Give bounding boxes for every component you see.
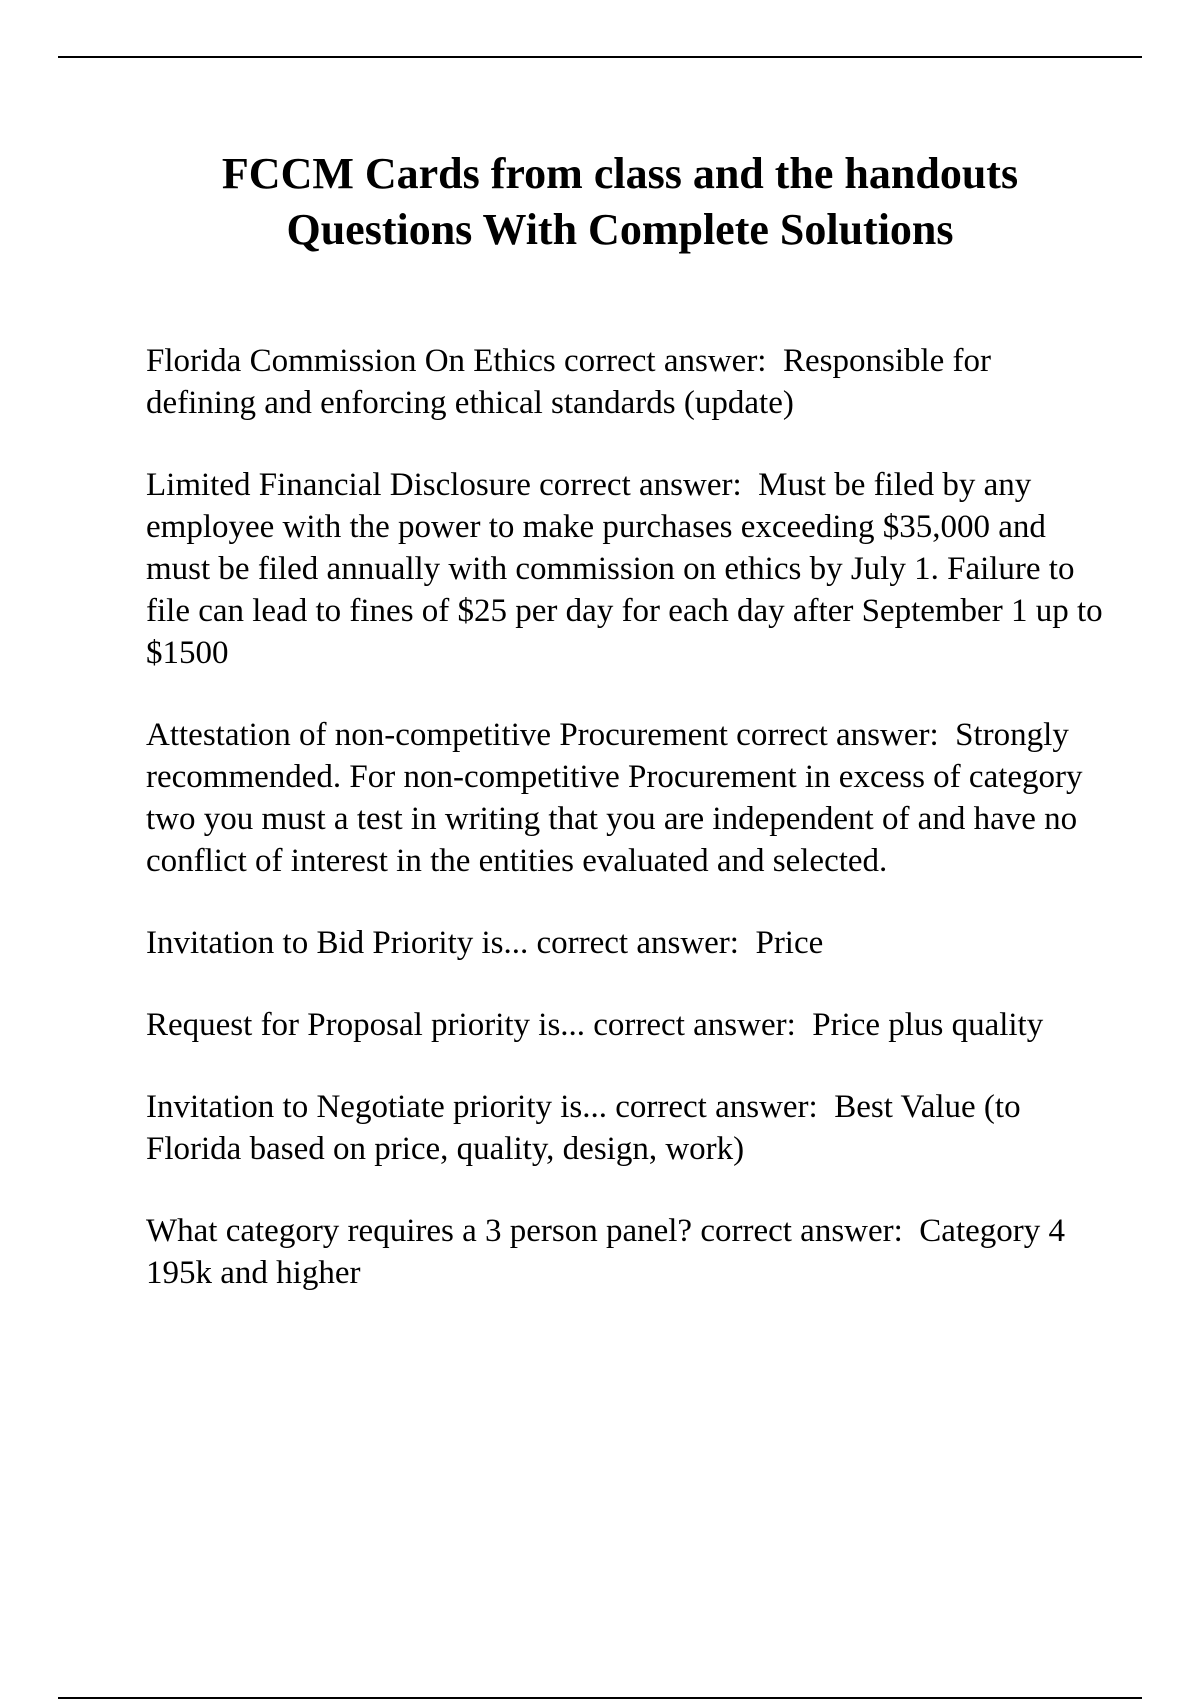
qa-item-itb-priority: Invitation to Bid Priority is... correct answer: Price [146, 925, 824, 961]
page-title [80, 146, 1160, 258]
title-line-2: Questions With Complete Solutions [286, 205, 954, 254]
bottom-rule [58, 1697, 1142, 1699]
qa-item-limited-financial-disclosure: Limited Financial Disclosure correct answer: Must be filed by any employee with the power to make purchases exceeding $35,000 and must be filed annually with commission on ethics by July 1. Failure to file can lead to fines of $25 per day for each day after September 1 up to $1500 [146, 467, 1111, 671]
top-rule [58, 56, 1142, 58]
qa-item-commission-on-ethics: Florida Commission On Ethics correct answer: Responsible for defining and enforcing ethical standards (update) [146, 343, 1000, 421]
qa-list [146, 340, 1111, 1334]
qa-item-attestation: Attestation of non-competitive Procurement correct answer: Strongly recommended. For non-competitive Procurement in excess of category two you must a test in writing that you are independent of and have no conflict of interest in the entities evaluated and selected. [146, 717, 1091, 879]
title-line-1: FCCM Cards from class and the handouts [221, 149, 1019, 198]
qa-item-rfp-priority: Request for Proposal priority is... correct answer: Price plus quality [146, 1007, 1044, 1043]
qa-item-three-person-panel: What category requires a 3 person panel? correct answer: Category 4 195k and higher [146, 1213, 1074, 1291]
qa-item-itn-priority: Invitation to Negotiate priority is... correct answer: Best Value (to Florida based on price, quality, design, work) [146, 1089, 1029, 1167]
